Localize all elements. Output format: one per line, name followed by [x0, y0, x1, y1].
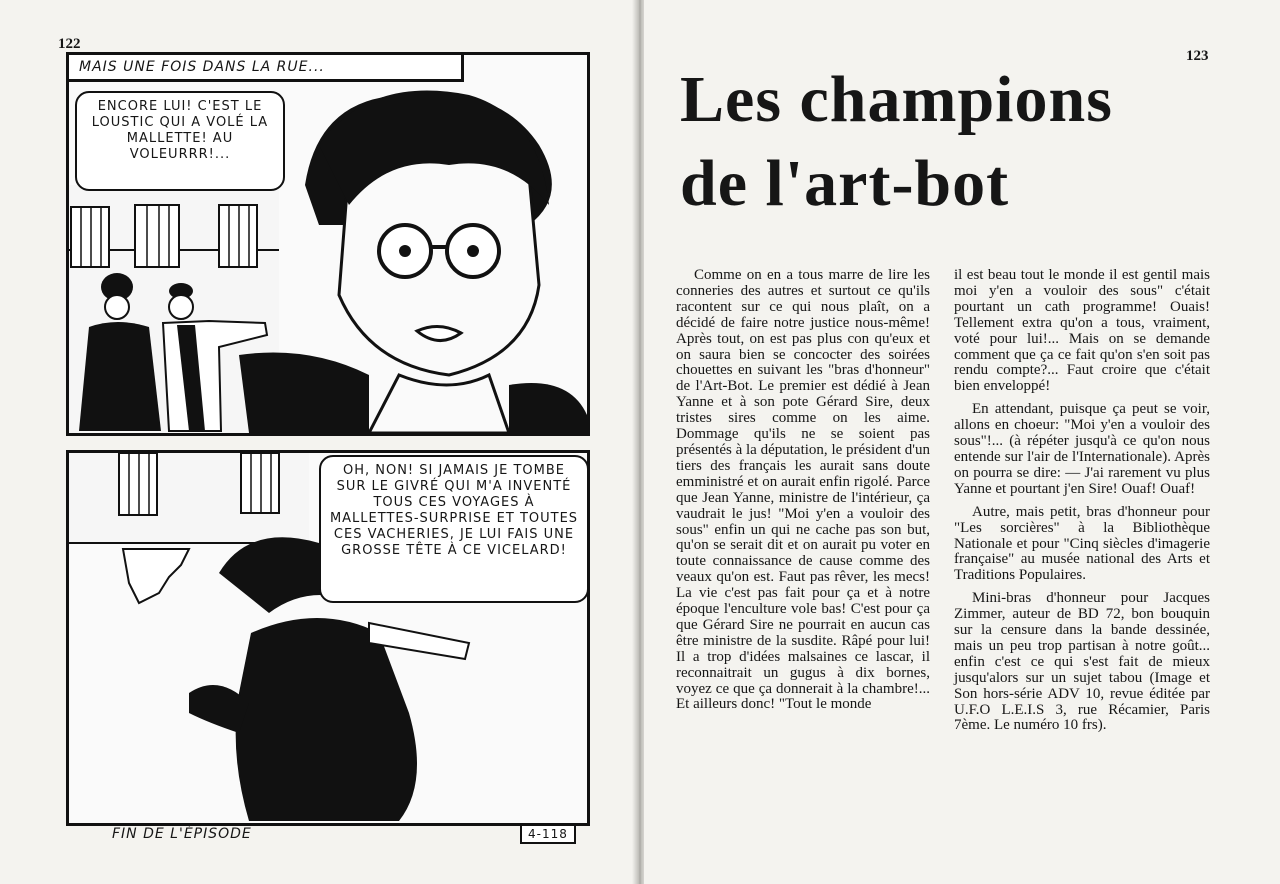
column-2-paragraph: Mini-bras d'honneur pour Jacques Zimmer, auteur de BD 72, bon bouquin sur la censure dans la bande dessinée, mais un peu trop partisan à notre goût... enfin c'est ce qui s'est fait de mieux jusqu'alors sur un sujet tabou (Image et Son hors-série ADV 10, revue éditée par U.F.O L.E.I.S 3, rue Récamier, Paris 7ème. Le numéro 10 frs).: [954, 590, 1210, 734]
page-number-right: 123: [1186, 48, 1209, 64]
column-2-paragraph: il est beau tout le monde il est gentil mais moi y'en a vouloir des sous" c'était pourtant un cath programme! Ouais! Tellement extra qu'on a tous, vraiment, voté pour lui!... Mais on se demande comment que ça ce fait qu'on s'en soit pas rendu compte?... Faut croire que c'était bien enveloppé!: [954, 267, 1210, 395]
panel-1-speech-balloon: ENCORE LUI! C'EST LE LOUSTIC QUI A VOLÉ LA MALLETTE! AU VOLEURRR!...: [75, 91, 285, 191]
panel-1-caption: MAIS UNE FOIS DANS LA RUE...: [69, 55, 464, 82]
page-number-left: 122: [58, 36, 81, 52]
article-title: Les champions de l'art-bot: [680, 63, 1113, 220]
comic-panel-2: [66, 450, 590, 826]
panel-2-speech-balloon: OH, NON! SI JAMAIS JE TOMBE SUR LE GIVRÉ QUI M'A INVENTÉ TOUS CES VOYAGES À MALLETTES-SURPRISE ET TOUTES CES VACHERIES, JE LUI FAIS UNE GROSSE TÊTE À CE VICELARD!: [319, 455, 589, 603]
article-column-1: [676, 268, 930, 713]
column-1-paragraph: Comme on en a tous marre de lire les conneries des autres et surtout ce qu'ils racontent sur ce qui nous plaît, on a décidé de faire notre justice nous-même! Après tout, on est pas plus con qu'eux et on saura bien se concocter des soirées chouettes en suivant les "bras d'honneur" de l'Art-Bot. Le premier est dédié à Jean Yanne et à son pote Gérard Sire, deux tristes sires comme on les aime. Dommage qu'ils ne se soient pas présentés à la députation, le président d'un tiers des français les aurait sans doute emministré et on aurait enfin rigolé. Parce que Jean Yanne, ministre de l'intérieur, ça vaudrait le jus! "Moi y'en a vouloir des sous" enfin un qui ne cache pas son but, qu'on se serait dit et on aurait pu voter en toute connaissance de cause comme des veaux qu'on est. Faut pas rêver, les mecs! La vie c'est pas fait pour ça et à notre époque l'enculture vole bas! C'est pour ça que Gérard Sire ne pourrait en aucun cas être ministre de la susdite. Râpé pour lui! Il a trop d'idées malsaines ce lascar, il reconnaitrait un gugus à dix bornes, voyez ce que ça donnerait à la chambre!... Et ailleurs donc! "Tout le monde: [676, 267, 930, 713]
column-2-paragraph: Autre, mais petit, bras d'honneur pour "Les sorcières" à la Bibliothèque Nationale et pour "Cinq siècles d'imagerie française" au musée national des Arts et Traditions Populaires.: [954, 503, 1210, 584]
column-2-paragraph: En attendant, puisque ça peut se voir, allons en choeur: "Moi y'en a vouloir des sous"!... (à répéter jusqu'à ce qu'on nous entende sur l'air de l'Internationale). Après on pourra se dire: — J'ai rarement vu plus Yanne et pourtant j'en Sire! Ouaf! Ouaf!: [954, 401, 1210, 497]
comic-panel-1: [66, 52, 590, 436]
end-of-episode-caption: FIN DE L'ÉPISODE: [112, 826, 252, 842]
article-column-2: [954, 268, 1210, 734]
episode-code: 4-118: [520, 824, 576, 844]
left-page: [0, 0, 636, 884]
